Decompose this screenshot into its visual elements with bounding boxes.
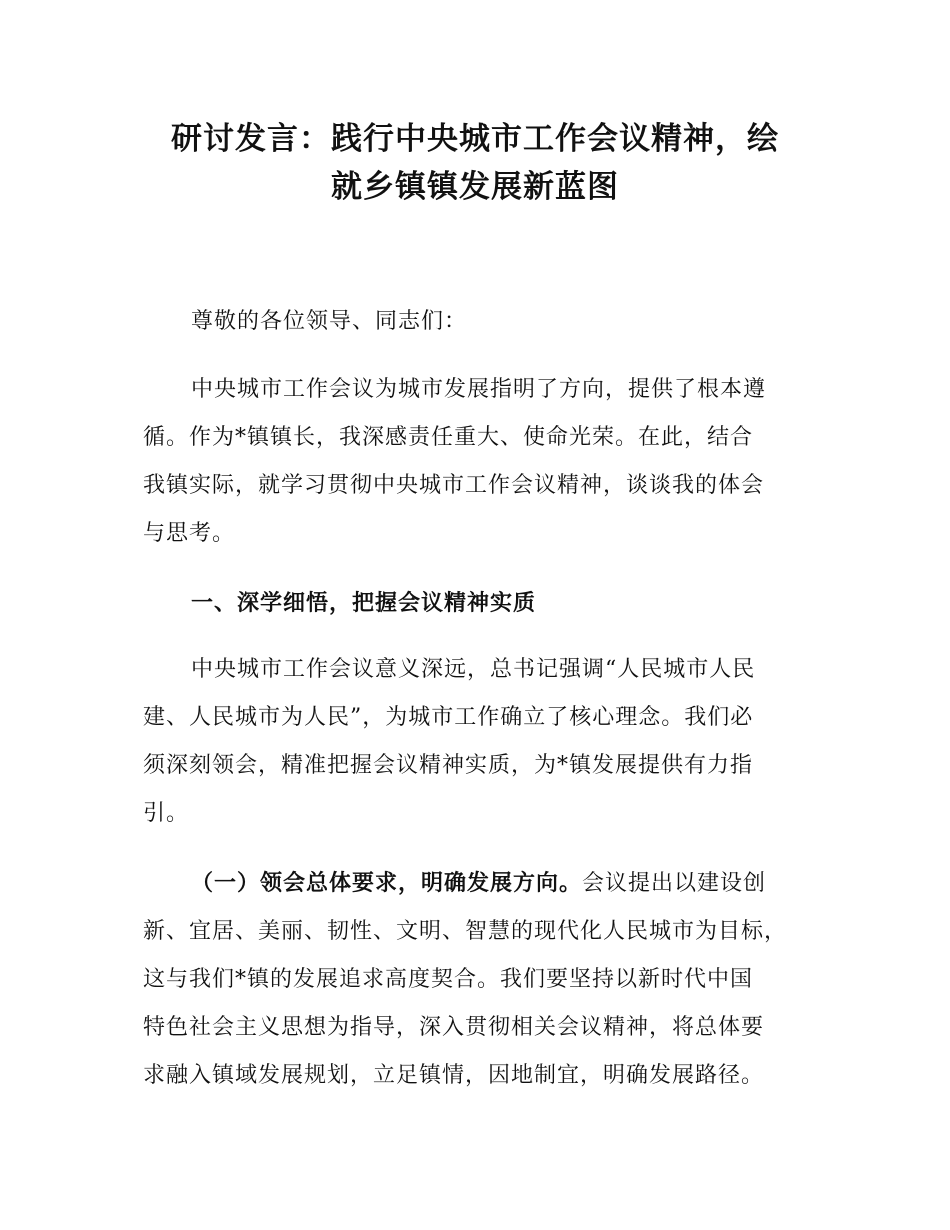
subsection-1-line: 求融入镇域发展规划，立足镇情，因地制宜，明确发展路径。 [143,1063,765,1088]
intro-line: 我镇实际，就学习贯彻中央城市工作会议精神，谈谈我的体会 [143,473,765,498]
section-1-heading: 一、深学细悟，把握会议精神实质 [191,591,537,616]
section-1-line: 须深刻领会，精准把握会议精神实质，为*镇发展提供有力指 [143,753,754,778]
section-1-line: 中央城市工作会议意义深远，总书记强调“人民城市人民 [191,657,756,682]
subsection-1-line: 特色社会主义思想为指导，深入贯彻相关会议精神，将总体要 [143,1015,765,1040]
document-title-line-1: 研讨发言：践行中央城市工作会议精神，绘 [171,121,779,157]
document-title-line-2: 就乡镇镇发展新蓝图 [331,169,619,205]
subsection-1-first-line-rest: 会议提出以建设创 [582,871,767,896]
subsection-1-lead: （一）领会总体要求，明确发展方向。 [191,871,583,896]
subsection-1-line: 这与我们*镇的发展追求高度契合。我们要坚持以新时代中国 [143,967,754,992]
greeting-paragraph [143,298,843,346]
section-1-line: 引。 [143,801,190,826]
subsection-1-first-line [143,860,843,908]
section-1-paragraph [143,646,843,838]
intro-line: 循。作为*镇镇长，我深感责任重大、使命光荣。在此，结合 [143,425,754,450]
intro-line: 中央城市工作会议为城市发展指明了方向，提供了根本遵 [191,377,767,402]
section-1-heading-block [143,580,843,628]
intro-line: 与思考。 [143,521,236,546]
greeting-text: 尊敬的各位领导、同志们： [191,309,468,334]
subsection-1-paragraph [143,860,843,1100]
section-1-line: 建、人民城市为人民”，为城市工作确立了核心理念。我们必 [143,705,754,730]
subsection-1-line: 新、宜居、美丽、韧性、文明、智慧的现代化人民城市为目标， [143,919,788,944]
intro-paragraph [143,366,843,558]
